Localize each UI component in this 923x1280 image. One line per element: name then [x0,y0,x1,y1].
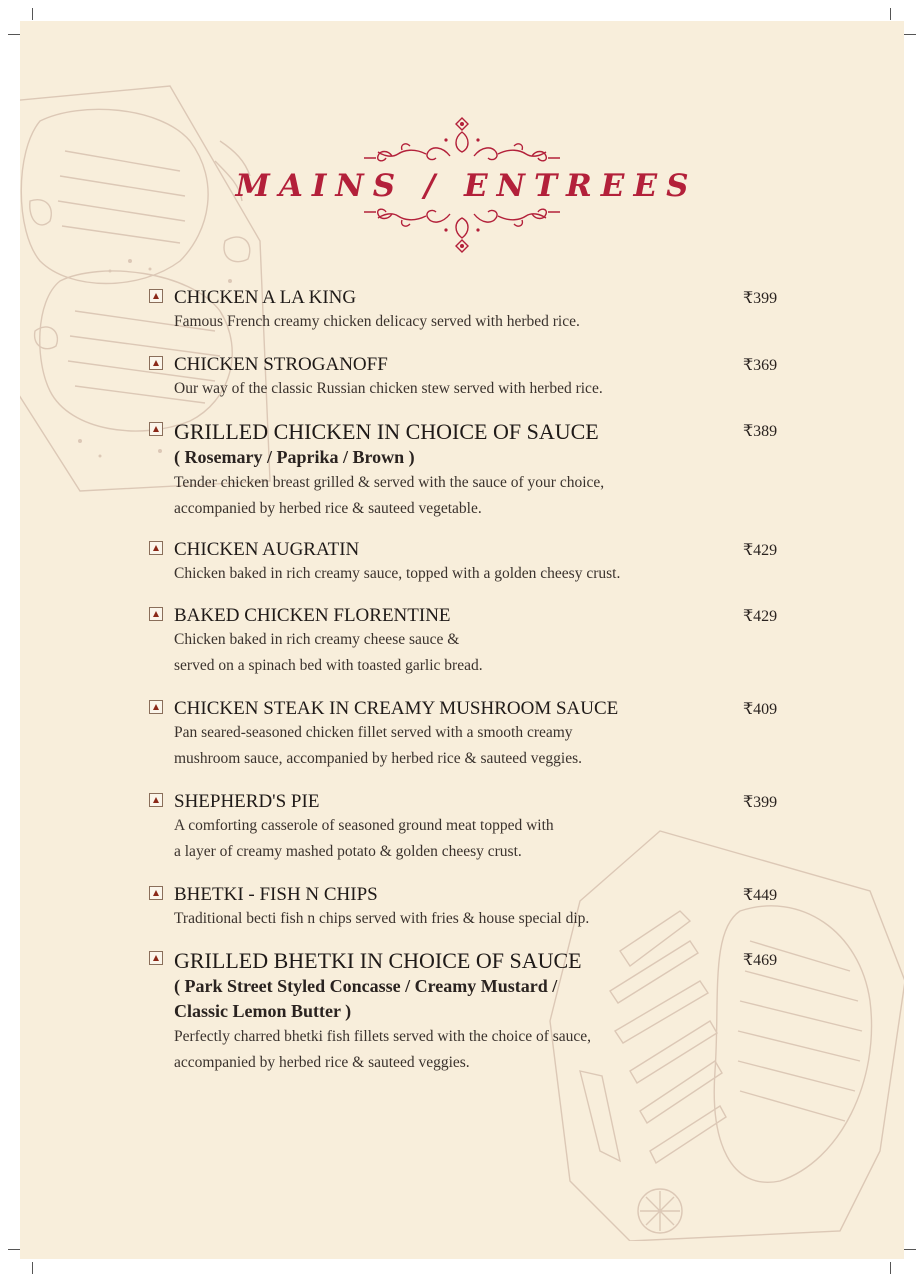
item-description: Tender chicken breast grilled & served with the sauce of your choice, [174,474,605,491]
item-price: ₹449 [743,887,778,904]
item-description: Traditional becti fish n chips served with fries & house special dip. [174,910,590,927]
item-price: ₹429 [743,608,778,625]
non-veg-marker-icon [149,541,163,555]
non-veg-marker-icon [149,289,163,303]
item-description: accompanied by herbed rice & sauteed vegetable. [174,500,482,517]
item-sauce-options: ( Rosemary / Paprika / Brown ) [174,447,415,467]
item-description: a layer of creamy mashed potato & golden cheesy crust. [174,843,522,860]
crop-mark [904,1249,916,1250]
item-name: CHICKEN STEAK IN CREAMY MUSHROOM SAUCE [174,698,619,719]
item-description: served on a spinach bed with toasted garlic bread. [174,657,483,674]
crop-mark [8,34,20,35]
non-veg-marker-icon [149,356,163,370]
page-title: MAINS / ENTREES [235,168,698,204]
non-veg-marker-icon [149,793,163,807]
item-name: CHICKEN A LA KING [174,287,357,308]
non-veg-marker-icon [149,607,163,621]
ornament-top-icon [362,116,562,164]
non-veg-marker-icon [149,700,163,714]
item-description: Our way of the classic Russian chicken stew served with herbed rice. [174,380,603,397]
ornament-bottom-icon [362,206,562,254]
crop-mark [904,34,916,35]
non-veg-marker-icon [149,886,163,900]
item-price: ₹469 [743,952,778,969]
item-name: BHETKI - FISH N CHIPS [174,884,378,905]
item-description: Chicken baked in rich creamy cheese sauce & [174,631,460,648]
crop-mark [32,1262,33,1274]
item-description: Pan seared-seasoned chicken fillet served with a smooth creamy [174,724,573,741]
crop-mark [890,1262,891,1274]
non-veg-marker-icon [149,951,163,965]
header [20,116,904,254]
item-description: Perfectly charred bhetki fish fillets served with the choice of sauce, [174,1028,592,1045]
item-description: mushroom sauce, accompanied by herbed rice & sauteed veggies. [174,750,583,767]
menu-page [20,21,904,1259]
item-price: ₹369 [743,357,778,374]
item-sauce-options: ( Park Street Styled Concasse / Creamy Mustard / [174,976,558,996]
item-name: SHEPHERD'S PIE [174,791,320,812]
item-description: Chicken baked in rich creamy sauce, topped with a golden cheesy crust. [174,565,621,582]
item-sauce-options: Classic Lemon Butter ) [174,1001,352,1021]
item-name: CHICKEN STROGANOFF [174,354,388,375]
item-name: BAKED CHICKEN FLORENTINE [174,605,451,626]
item-price: ₹389 [743,423,778,440]
item-price: ₹399 [743,794,778,811]
crop-mark [890,8,891,20]
item-price: ₹429 [743,542,778,559]
item-name: CHICKEN AUGRATIN [174,539,360,560]
item-name: GRILLED CHICKEN IN CHOICE OF SAUCE [174,419,599,444]
item-description: accompanied by herbed rice & sauteed veggies. [174,1054,470,1071]
item-description: Famous French creamy chicken delicacy served with herbed rice. [174,313,580,330]
crop-mark [32,8,33,20]
crop-mark [8,1249,20,1250]
item-description: A comforting casserole of seasoned ground meat topped with [174,817,554,834]
item-price: ₹409 [743,701,778,718]
non-veg-marker-icon [149,422,163,436]
item-name: GRILLED BHETKI IN CHOICE OF SAUCE [174,948,582,973]
item-price: ₹399 [743,290,778,307]
